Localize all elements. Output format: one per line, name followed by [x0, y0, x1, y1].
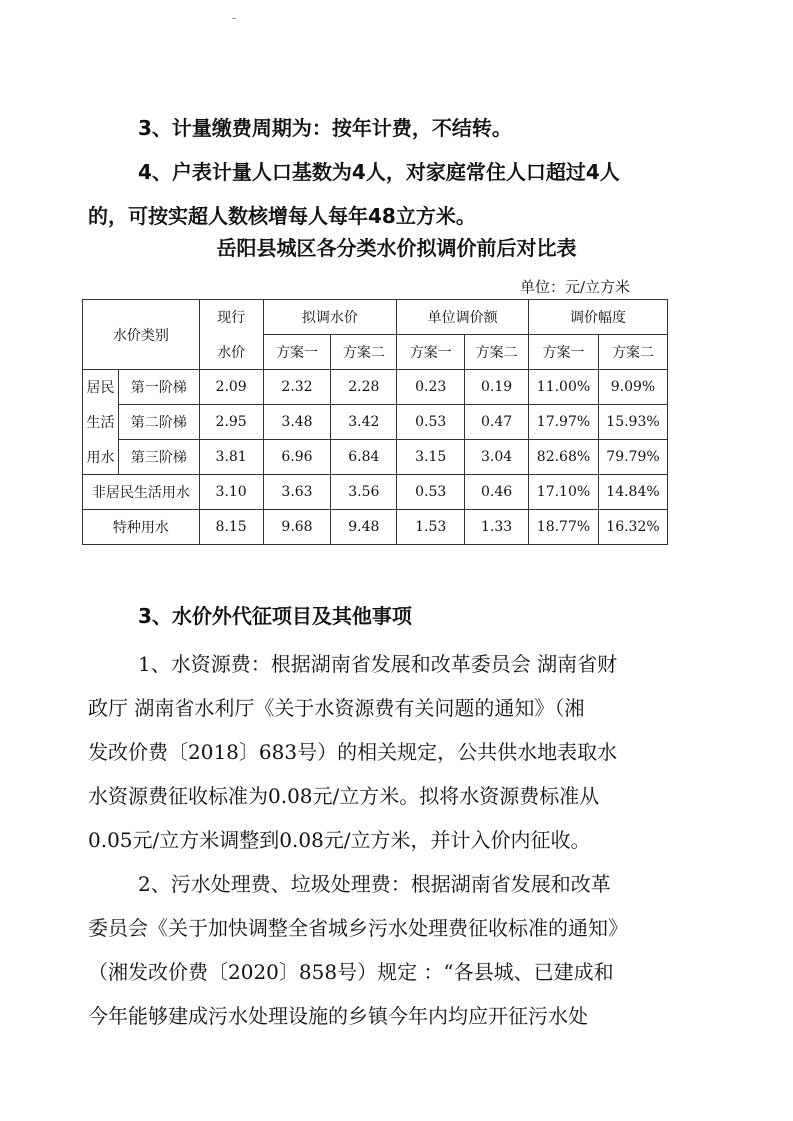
header-current-top: 现行: [199, 300, 263, 335]
para2-line3: （湘发改价费〔2020〕858号）规定 ：“各县城、已建成和: [88, 960, 614, 984]
header-proposed: 拟调水价: [263, 300, 397, 335]
resident-group-label-2: 生活: [83, 405, 119, 440]
cell-proposed-plan1: 2.32: [263, 370, 331, 405]
header-proposed-plan2: 方案二: [331, 335, 397, 370]
cell-proposed-plan2: 9.48: [331, 510, 397, 545]
scan-mark: [232, 18, 236, 19]
cell-current: 2.09: [199, 370, 263, 405]
cell-current: 8.15: [199, 510, 263, 545]
para2-line2: 委员会《关于加快调整全省城乡污水处理费征收标准的通知》: [88, 916, 628, 940]
cell-proposed-plan2: 2.28: [331, 370, 397, 405]
row-label: 第二阶梯: [118, 405, 199, 440]
header-category: 水价类别: [83, 300, 200, 370]
cell-unit-plan1: 0.53: [397, 405, 465, 440]
cell-range-plan2: 15.93%: [598, 405, 667, 440]
header-unit-plan1: 方案一: [397, 335, 465, 370]
header-range-plan2: 方案二: [598, 335, 667, 370]
cell-unit-plan2: 3.04: [465, 440, 529, 475]
cell-range-plan2: 14.84%: [598, 475, 667, 510]
header-current-bottom: 水价: [199, 335, 263, 370]
table-unit: 单位：元/立方米: [520, 278, 631, 296]
cell-unit-plan2: 1.33: [465, 510, 529, 545]
cell-range-plan1: 17.97%: [529, 405, 599, 440]
section-heading: 3、水价外代征项目及其他事项: [138, 604, 412, 628]
cell-unit-plan1: 0.53: [397, 475, 465, 510]
cell-proposed-plan2: 3.56: [331, 475, 397, 510]
cell-proposed-plan1: 9.68: [263, 510, 331, 545]
header-unit-adjust: 单位调价额: [397, 300, 529, 335]
item-4-line1: 4、户表计量人口基数为4人，对家庭常住人口超过4人: [138, 160, 620, 184]
para1-line4: 水资源费征收标准为0.08元/立方米。拟将水资源费标准从: [88, 784, 600, 808]
cell-proposed-plan2: 6.84: [331, 440, 397, 475]
cell-unit-plan1: 1.53: [397, 510, 465, 545]
cell-range-plan1: 17.10%: [529, 475, 599, 510]
cell-unit-plan2: 0.46: [465, 475, 529, 510]
item-4-line2: 的，可按实超人数核增每人每年48立方米。: [88, 204, 476, 228]
cell-current: 3.81: [199, 440, 263, 475]
row-label: 非居民生活用水: [83, 475, 200, 510]
cell-proposed-plan1: 3.48: [263, 405, 331, 440]
para2-line1: 2、污水处理费、垃圾处理费：根据湖南省发展和改革: [138, 872, 611, 896]
cell-unit-plan2: 0.19: [465, 370, 529, 405]
header-proposed-plan1: 方案一: [263, 335, 331, 370]
cell-range-plan1: 18.77%: [529, 510, 599, 545]
table-title: 岳阳县城区各分类水价拟调价前后对比表: [216, 236, 577, 260]
cell-range-plan1: 11.00%: [529, 370, 599, 405]
para1-line2: 政厅 湖南省水利厅《关于水资源费有关问题的通知》（湘: [88, 696, 585, 720]
cell-proposed-plan1: 3.63: [263, 475, 331, 510]
cell-proposed-plan2: 3.42: [331, 405, 397, 440]
cell-range-plan1: 82.68%: [529, 440, 599, 475]
price-table: [82, 299, 668, 545]
para2-line4: 今年能够建成污水处理设施的乡镇今年内均应开征污水处: [88, 1004, 588, 1028]
header-unit-plan2: 方案二: [465, 335, 529, 370]
header-range-plan1: 方案一: [529, 335, 599, 370]
cell-range-plan2: 16.32%: [598, 510, 667, 545]
cell-range-plan2: 79.79%: [598, 440, 667, 475]
cell-unit-plan1: 3.15: [397, 440, 465, 475]
cell-range-plan2: 9.09%: [598, 370, 667, 405]
para1-line1: 1、水资源费：根据湖南省发展和改革委员会 湖南省财: [138, 652, 618, 676]
para1-line3: 发改价费〔2018〕683号）的相关规定，公共供水地表取水: [88, 740, 618, 764]
cell-proposed-plan1: 6.96: [263, 440, 331, 475]
para1-line5: 0.05元/立方米调整到0.08元/立方米，并计入价内征收。: [88, 828, 591, 852]
row-label: 第三阶梯: [118, 440, 199, 475]
cell-unit-plan1: 0.23: [397, 370, 465, 405]
row-label: 特种用水: [83, 510, 200, 545]
header-range: 调价幅度: [529, 300, 668, 335]
item-3: 3、计量缴费周期为：按年计费，不结转。: [138, 116, 512, 140]
cell-current: 2.95: [199, 405, 263, 440]
resident-group-label-3: 用水: [83, 440, 119, 475]
cell-current: 3.10: [199, 475, 263, 510]
resident-group-label-1: 居民: [83, 370, 119, 405]
cell-unit-plan2: 0.47: [465, 405, 529, 440]
row-label: 第一阶梯: [118, 370, 199, 405]
